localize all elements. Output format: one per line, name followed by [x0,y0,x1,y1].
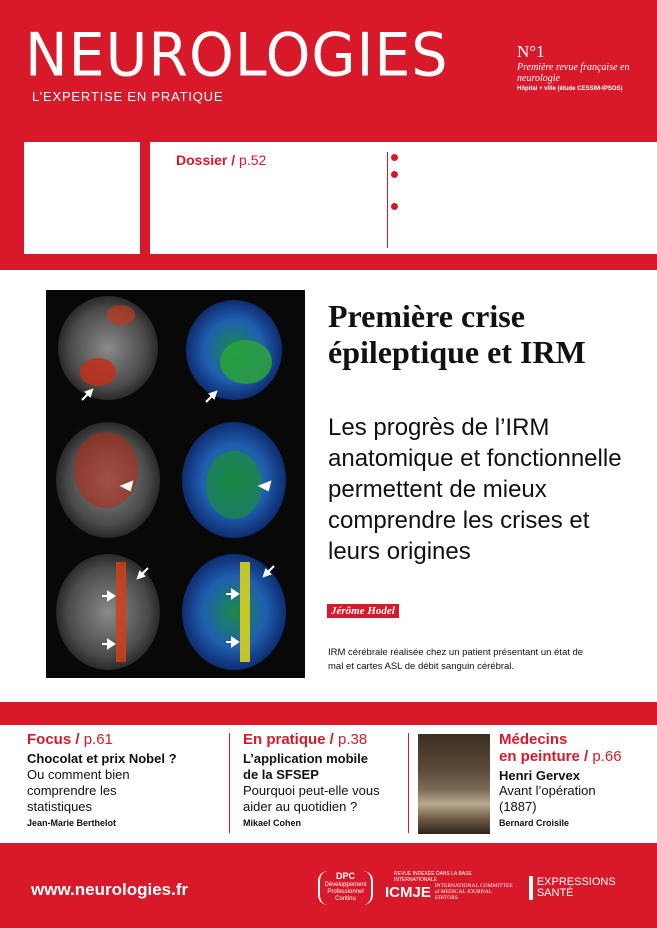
dossier-band [0,142,657,270]
painting-thumbnail [418,734,490,834]
issue-volume: VOLUME 25 [31,182,105,197]
dossier-title: Les $26^{es}$ Journées de la Société francophone du nerf périphérique [176,177,366,232]
peinture-page: p.66 [592,748,622,765]
bullet-icon [391,154,398,161]
issue-date: Février 2022 [31,211,105,226]
image-caption: IRM cérébrale réalisée chez un patient présentant un état de mal et cartes ASL de débit sanguin cérébral. [328,647,584,672]
icmje-logo: REVUE INDEXÉE DANS LA BASE INTERNATIONALE ICMJE INTERNATIONAL COMMITTEE of MEDICAL JOURNAL EDITORS [385,871,513,901]
pratique-label: En pratique / [243,731,334,748]
list-item: Les technologies en vogue [391,150,651,165]
website-link[interactable]: www.neurologies.fr [31,880,189,899]
rank-block [517,43,647,92]
issue-box [24,142,140,254]
column-divider [408,733,409,833]
cover-headline: Première crise épileptique et IRM [328,298,586,370]
pratique-author: Mikael Cohen [243,818,302,828]
focus-title: Chocolat et prix Nobel ? [27,751,177,766]
column-divider [229,733,230,833]
focus-label: Focus / [27,731,80,748]
masthead [0,0,657,142]
dpc-logo: DPC Développement Professionnel Continu [318,871,373,905]
peinture-author: Bernard Croisile [499,818,570,828]
rank-number: N°1 [517,42,545,61]
teasers [0,725,657,843]
divider-band [0,702,657,725]
expressions-sante-logo: EXPRESSIONS SANTÉ [529,876,616,900]
focus-desc: Ou comment bien comprendre les statistiques [27,767,130,814]
pratique-desc: Pourquoi peut-elle vous aider au quotidien ? [243,783,380,814]
peinture-title: Henri Gervex [499,768,580,783]
issue-price: 15 € [31,227,56,242]
pratique-page: p.38 [338,731,368,748]
dossier-box [150,142,657,254]
peinture-desc: Avant l’opération (1887) [499,783,596,814]
pratique-teaser [243,731,403,828]
icmje-note: REVUE INDEXÉE DANS LA BASE INTERNATIONALE [394,871,472,883]
bullet-icon [391,171,398,178]
bullet-icon [391,203,398,210]
footer [0,843,657,928]
list-item: Nouveautés dans les neuropathies dysimmunes en 2022 [391,167,651,197]
peinture-teaser [499,731,649,828]
dossier-label: Dossier / [176,152,236,168]
mri-image [46,290,305,678]
issue-number: n° 245 [31,151,105,181]
cover-author: Jérôme Hodel [327,604,399,618]
cover-story [0,270,657,702]
focus-teaser [27,731,212,828]
focus-page: p.61 [83,731,113,748]
dossier-bullets [391,150,651,231]
partner-logos [318,873,616,903]
peinture-label1: Médecins [499,731,568,748]
dossier-authors: Y. Péréon, V. Fabry, A. Pegat, A. Magot [176,233,339,243]
brand-title: NEUROLOGIES [25,20,449,91]
list-item: Nouveautés sur les étiologies, le diagnostic et des traitements innovants [391,199,651,229]
mri-figure [46,290,305,678]
dossier-page: p.52 [239,152,267,168]
dossier-heading [176,152,266,168]
rank-source: Hôpital + ville (étude CESSIM-IPSOS) [517,85,623,92]
rank-subtitle: Première revue française en neurologie [517,61,630,84]
peinture-label2: en peinture / [499,748,589,765]
cover-subhead: Les progrès de l’IRM anatomique et fonctionnelle permettent de mieux comprendre les crises et leurs origines [328,414,622,565]
pratique-title: L’application mobile de la SFSEP [243,751,368,782]
brand-tagline: L’EXPERTISE EN PRATIQUE [32,89,224,104]
focus-author: Jean-Marie Berthelot [27,818,117,828]
dossier-divider [387,152,388,248]
